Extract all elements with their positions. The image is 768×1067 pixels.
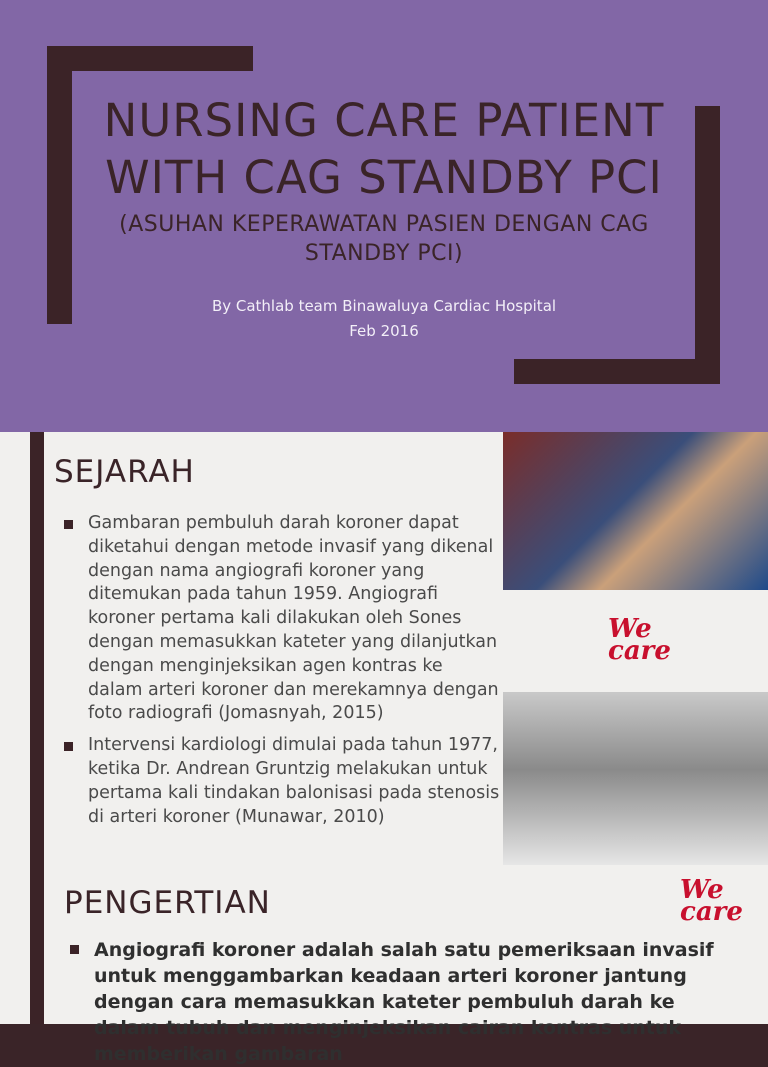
history-slide <box>0 432 768 865</box>
list-item <box>64 734 502 829</box>
we-care-logo: We care <box>680 875 743 927</box>
accent-bar <box>30 865 44 1024</box>
list-item <box>70 937 720 1067</box>
accent-bar <box>30 432 44 865</box>
list-item <box>64 512 502 726</box>
title-slide <box>0 0 768 432</box>
bracket-top-left-vertical <box>47 46 72 324</box>
doctor-catheter-photo <box>503 692 768 865</box>
list-item-text: Gambaran pembuluh darah koroner dapat diketahui dengan metode invasif yang dikenal dengan nama angiografi koroner yang ditemukan pada tahun 1959. Angiografi koroner pertama kali dilakukan oleh Sones dengan memasukkan kateter yang dilanjutkan dengan menginjeksikan agen kontras ke dalam arteri koroner dan merekamnya dengan foto radiografi (Jomasnyah, 2015) <box>88 513 499 724</box>
we-care-logo: We care <box>608 614 671 666</box>
slide-title-line2: WITH CAG STANDBY PCI <box>105 151 663 204</box>
bullet-list <box>70 937 720 1067</box>
bullet-list <box>64 512 502 837</box>
square-bullet-icon <box>64 742 73 751</box>
byline-author: By Cathlab team Binawaluya Cardiac Hospital <box>211 297 557 315</box>
section-heading: SEJARAH <box>54 454 195 490</box>
bracket-bottom-right-vertical <box>695 106 720 384</box>
bracket-bottom-right-horizontal <box>514 359 720 384</box>
doctor-portrait-photo <box>503 432 768 590</box>
byline <box>80 294 688 344</box>
section-heading: PENGERTIAN <box>64 885 271 921</box>
bracket-top-left-horizontal <box>47 46 253 71</box>
square-bullet-icon <box>64 520 73 529</box>
square-bullet-icon <box>70 945 79 954</box>
list-item-text: Angiografi koroner adalah salah satu pemeriksaan invasif untuk menggambarkan keadaan arteri koroner jantung dengan cara memasukkan kateter pembuluh darah ke dalam tubuh dan menginjeksikan cairan kontras untuk memberikan gambaran <box>94 939 714 1065</box>
slide-subtitle-line2: STANDBY PCI) <box>304 241 464 266</box>
list-item-text: Intervensi kardiologi dimulai pada tahun 1977, ketika Dr. Andrean Gruntzig melakukan untuk pertama kali tindakan balonisasi pada stenosis di arteri koroner (Munawar, 2010) <box>88 735 500 827</box>
slide-subtitle-line1: (ASUHAN KEPERAWATAN PASIEN DENGAN CAG <box>119 212 649 237</box>
definition-slide <box>0 865 768 1065</box>
slide-title <box>80 92 688 206</box>
slide-title-line1: NURSING CARE PATIENT <box>103 94 665 147</box>
slide-subtitle <box>80 210 688 268</box>
byline-date: Feb 2016 <box>349 322 419 340</box>
